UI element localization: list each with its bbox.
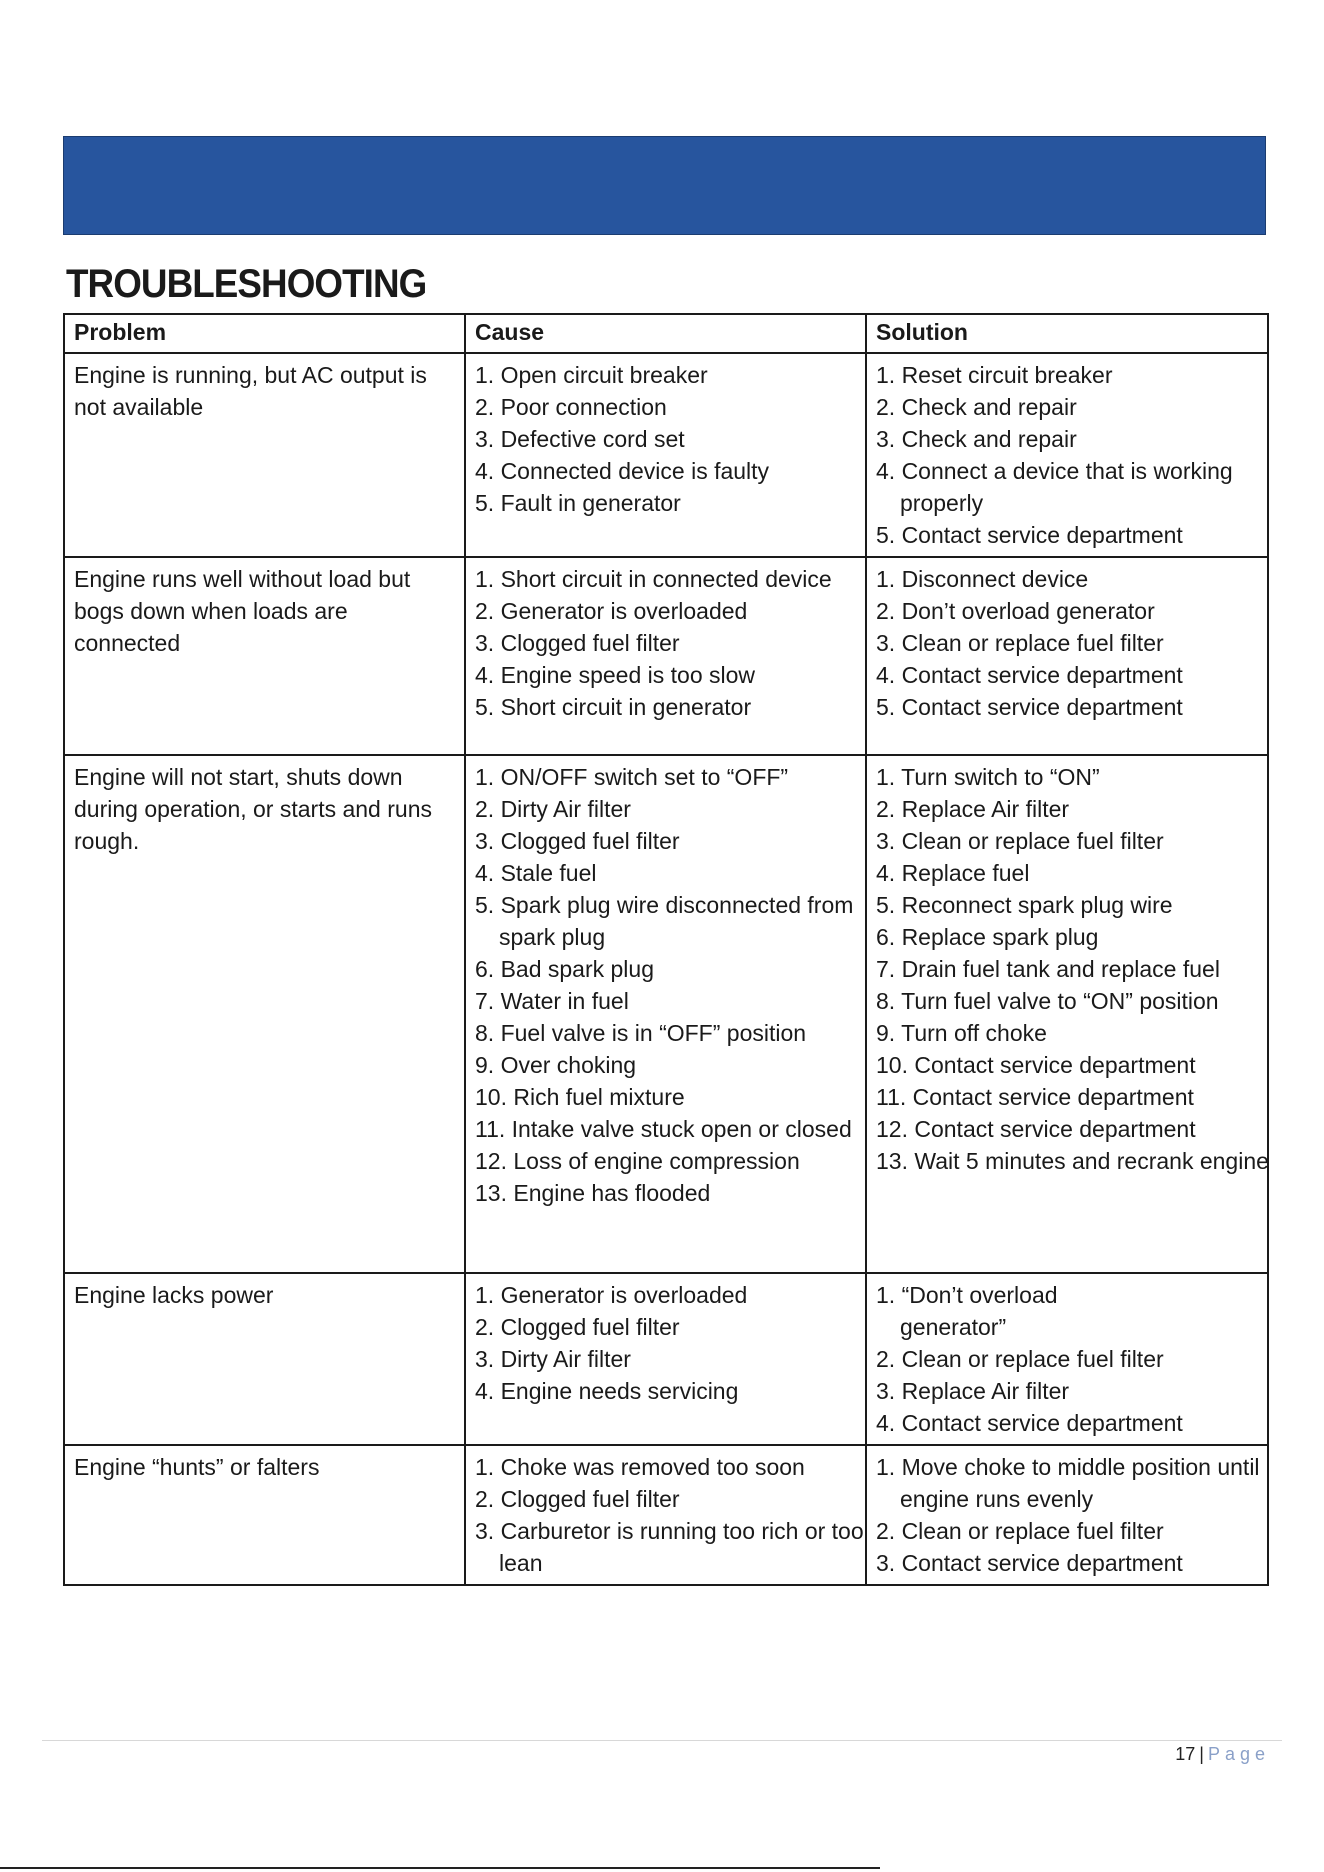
cause-cell (465, 557, 866, 755)
table-row (64, 1273, 1268, 1445)
cause-line: 13. Engine has flooded (475, 1180, 711, 1206)
table-header-row (64, 314, 1268, 353)
solution-line: 8. Turn fuel valve to “ON” position (876, 988, 1219, 1014)
table-row (64, 353, 1268, 557)
solution-line: 4. Contact service department (876, 662, 1183, 688)
problem-cell (64, 557, 465, 755)
cause-line: 1. Short circuit in connected device (475, 566, 832, 592)
solution-line: 6. Replace spark plug (876, 924, 1099, 950)
solution-line: 12. Contact service department (876, 1116, 1196, 1142)
solution-line: 5. Reconnect spark plug wire (876, 892, 1173, 918)
problem-text: Engine is running, but AC output is not available (74, 362, 427, 420)
cause-line: 6. Bad spark plug (475, 956, 655, 982)
solution-line: 2. Don’t overload generator (876, 598, 1155, 624)
solution-cell (866, 755, 1268, 1273)
problem-cell (64, 1445, 465, 1585)
page-number-value: 17 (1175, 1744, 1196, 1764)
table-row (64, 557, 1268, 755)
solution-line: 1. Disconnect device (876, 566, 1089, 592)
cause-line: 12. Loss of engine compression (475, 1148, 800, 1174)
cause-line: 3. Defective cord set (475, 426, 685, 452)
solution-line: 2. Replace Air filter (876, 796, 1070, 822)
cause-line: 4. Engine needs servicing (475, 1378, 739, 1404)
cause-cell (465, 1273, 866, 1445)
cause-line: 4. Stale fuel (475, 860, 597, 886)
solution-line: 5. Contact service department (876, 694, 1183, 720)
solution-line: engine runs evenly (900, 1486, 1094, 1512)
problem-text: Engine lacks power (74, 1282, 274, 1308)
page-title: TROUBLESHOOTING (66, 262, 427, 306)
cause-line: 5. Fault in generator (475, 490, 681, 516)
solution-cell (866, 557, 1268, 755)
page-label: Page (1207, 1744, 1270, 1764)
cause-line: 3. Clogged fuel filter (475, 828, 680, 854)
solution-line: 3. Clean or replace fuel filter (876, 828, 1164, 854)
cause-line: 5. Spark plug wire disconnected from (475, 892, 854, 918)
cause-line: 1. Generator is overloaded (475, 1282, 748, 1308)
cause-line: 2. Dirty Air filter (475, 796, 631, 822)
cause-line: 1. Open circuit breaker (475, 362, 708, 388)
cause-line: lean (499, 1550, 543, 1576)
solution-line: 3. Clean or replace fuel filter (876, 630, 1164, 656)
cause-cell (465, 353, 866, 557)
cause-line: 10. Rich fuel mixture (475, 1084, 685, 1110)
problem-cell (64, 1273, 465, 1445)
cause-line: 7. Water in fuel (475, 988, 629, 1014)
solution-line: 1. Reset circuit breaker (876, 362, 1113, 388)
solution-line: 5. Contact service department (876, 522, 1183, 548)
solution-line: 1. Turn switch to “ON” (876, 764, 1100, 790)
cause-cell (465, 755, 866, 1273)
cause-line: 4. Connected device is faulty (475, 458, 770, 484)
solution-line: 4. Replace fuel (876, 860, 1030, 886)
cause-line: 2. Generator is overloaded (475, 598, 748, 624)
solution-line: generator” (900, 1314, 1007, 1340)
cause-line: 8. Fuel valve is in “OFF” position (475, 1020, 807, 1046)
cause-line: 3. Clogged fuel filter (475, 630, 680, 656)
column-header-cause: Cause (465, 314, 866, 353)
problem-text: Engine “hunts” or falters (74, 1454, 320, 1480)
solution-line: 1. Move choke to middle position until (876, 1454, 1260, 1480)
solution-line: 11. Contact service department (876, 1084, 1194, 1110)
problem-text: Engine runs well without load but bogs down when loads are connected (74, 566, 411, 656)
solution-cell (866, 1445, 1268, 1585)
solution-line: 2. Check and repair (876, 394, 1077, 420)
troubleshooting-table (63, 313, 1269, 1586)
footer-divider (42, 1740, 1282, 1741)
cause-line: 9. Over choking (475, 1052, 637, 1078)
solution-cell (866, 1273, 1268, 1445)
cause-line: 5. Short circuit in generator (475, 694, 752, 720)
solution-cell (866, 353, 1268, 557)
problem-text: Engine will not start, shuts down during operation, or starts and runs rough. (74, 764, 432, 854)
solution-line: 3. Check and repair (876, 426, 1077, 452)
header-banner (63, 136, 1266, 235)
column-header-solution: Solution (866, 314, 1268, 353)
solution-line: properly (900, 490, 984, 516)
solution-line: 4. Contact service department (876, 1410, 1183, 1436)
cause-cell (465, 1445, 866, 1585)
solution-line: 1. “Don’t overload (876, 1282, 1058, 1308)
bottom-rule (0, 1867, 880, 1869)
table-row (64, 1445, 1268, 1585)
solution-line: 3. Replace Air filter (876, 1378, 1070, 1404)
solution-line: 3. Contact service department (876, 1550, 1183, 1576)
problem-cell (64, 755, 465, 1273)
cause-line: 2. Clogged fuel filter (475, 1314, 680, 1340)
cause-line: 1. ON/OFF switch set to “OFF” (475, 764, 789, 790)
cause-line: 2. Clogged fuel filter (475, 1486, 680, 1512)
solution-line: 2. Clean or replace fuel filter (876, 1518, 1164, 1544)
solution-line: 7. Drain fuel tank and replace fuel (876, 956, 1220, 982)
cause-line: 11. Intake valve stuck open or closed (475, 1116, 852, 1142)
solution-line: 4. Connect a device that is working (876, 458, 1233, 484)
cause-line: 4. Engine speed is too slow (475, 662, 756, 688)
solution-line: 2. Clean or replace fuel filter (876, 1346, 1164, 1372)
solution-line: 10. Contact service department (876, 1052, 1196, 1078)
cause-line: 2. Poor connection (475, 394, 667, 420)
cause-line: 1. Choke was removed too soon (475, 1454, 805, 1480)
table-row (64, 755, 1268, 1273)
solution-line: 9. Turn off choke (876, 1020, 1047, 1046)
page-number-separator: | (1199, 1744, 1204, 1764)
cause-line: 3. Carburetor is running too rich or too (475, 1518, 864, 1544)
cause-line: 3. Dirty Air filter (475, 1346, 631, 1372)
problem-cell (64, 353, 465, 557)
solution-line: 13. Wait 5 minutes and recrank engine (876, 1148, 1269, 1174)
column-header-problem: Problem (64, 314, 465, 353)
page-number (1175, 1744, 1270, 1765)
cause-line: spark plug (499, 924, 606, 950)
